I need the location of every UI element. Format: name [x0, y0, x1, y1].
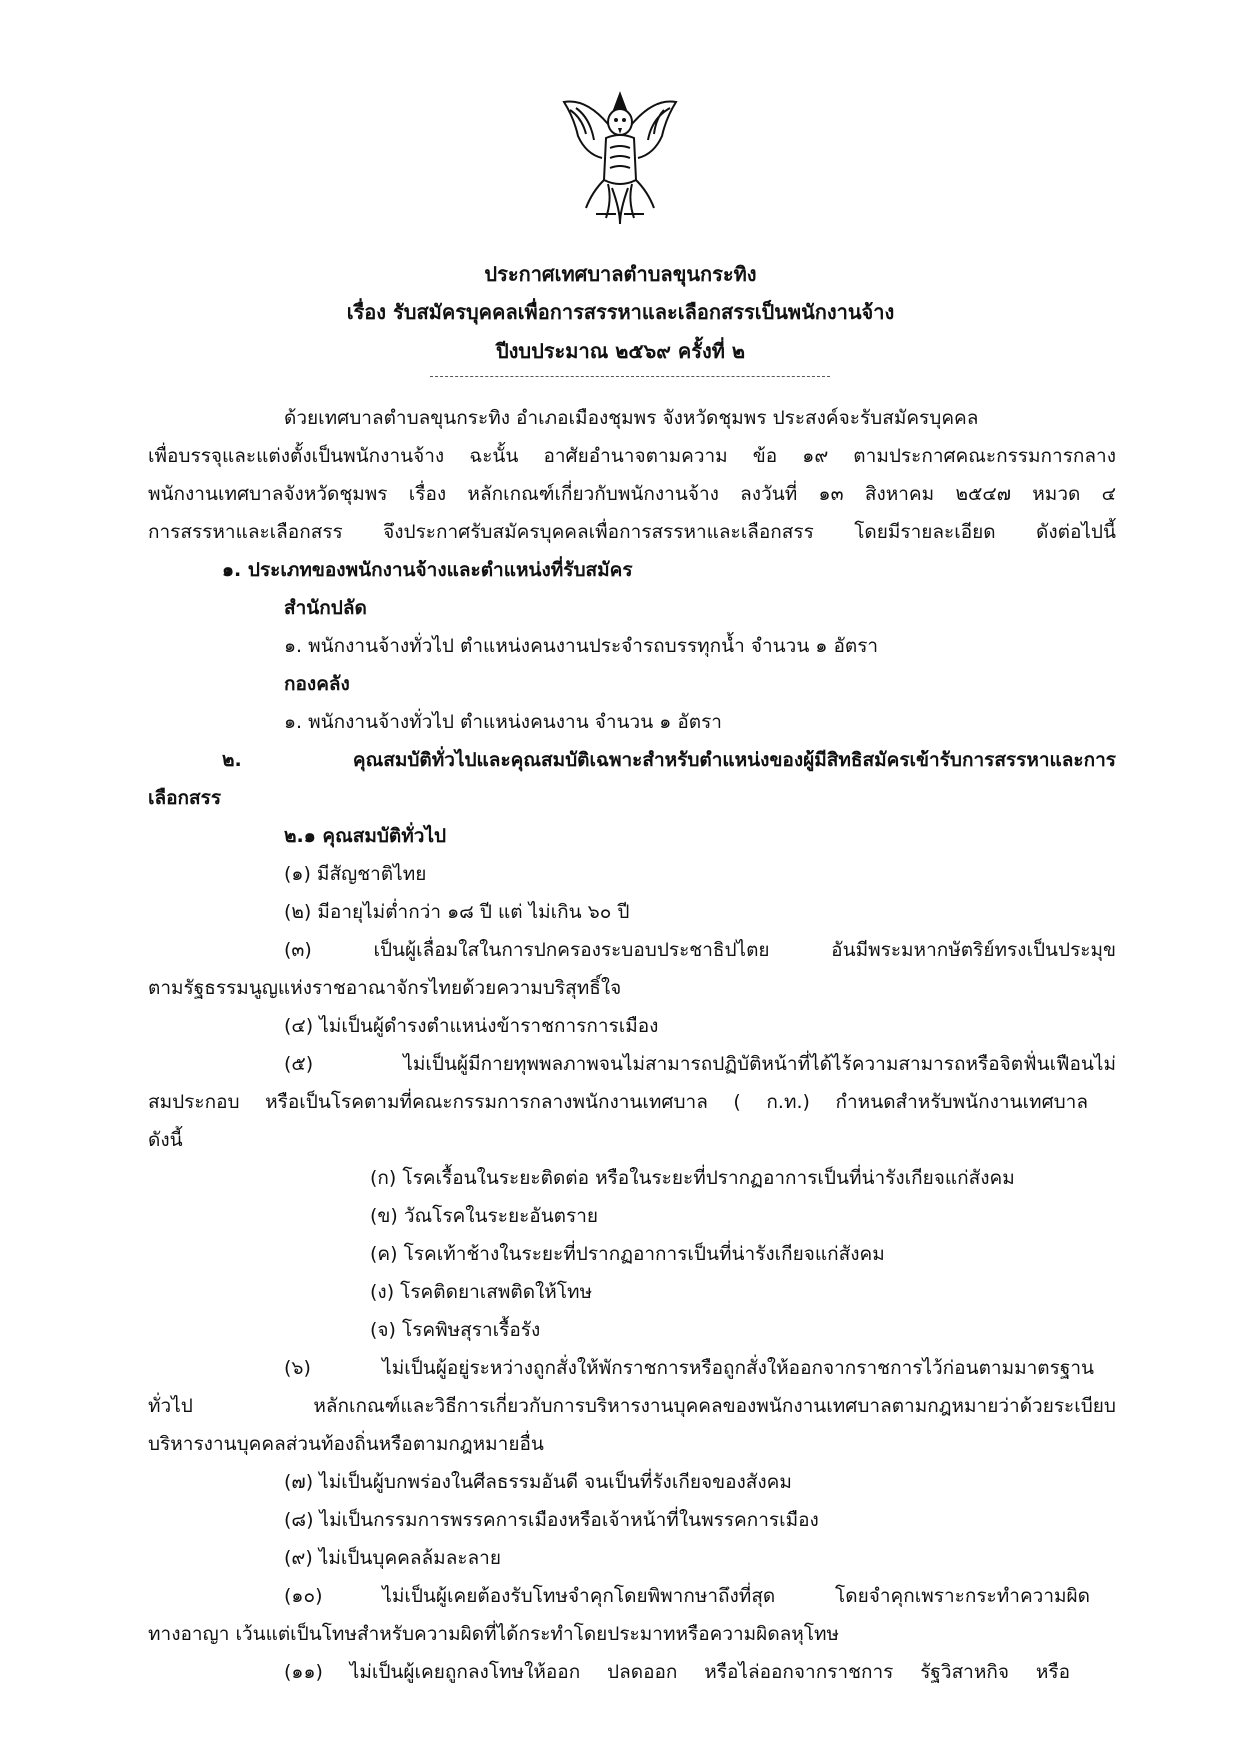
divider [430, 376, 830, 377]
qualification-10-line2: ทางอาญา เว้นแต่เป็นโทษสำหรับความผิดที่ได้กระทำโดยประมาทหรือความผิดลหุโทษ [148, 1623, 840, 1645]
qualification-6-line3: บริหารงานบุคคลส่วนท้องถิ่นหรือตามกฎหมายอื่น [148, 1433, 544, 1455]
disease-d: (ง) โรคติดยาเสพติดให้โทษ [370, 1281, 593, 1303]
garuda-emblem [556, 88, 684, 228]
announcement-title: ประกาศเทศบาลตำบลขุนกระทิง [484, 262, 757, 286]
disease-b: (ข) วัณโรคในระยะอันตราย [370, 1205, 599, 1227]
section2-heading-line1: ๒. คุณสมบัติทั่วไปและคุณสมบัติเฉพาะสำหรับตำแหน่งของผู้มีสิทธิสมัครเข้ารับการสรรหาและการ [222, 749, 1116, 771]
qualification-6-line2: ทั่วไป หลักเกณฑ์และวิธีการเกี่ยวกับการบริหารงานบุคคลของพนักงานเทศบาลตามกฎหมายว่าด้วยระเบียบ [148, 1395, 1116, 1417]
dept1-item: ๑. พนักงานจ้างทั่วไป ตำแหน่งคนงานประจำรถบรรทุกน้ำ จำนวน ๑ อัตรา [284, 635, 879, 657]
dept2-heading: กองคลัง [284, 673, 350, 695]
dept2-item: ๑. พนักงานจ้างทั่วไป ตำแหน่งคนงาน จำนวน ๑ อัตรา [284, 711, 722, 733]
intro-line-4: การสรรหาและเลือกสรร จึงประกาศรับสมัครบุคคลเพื่อการสรรหาและเลือกสรร โดยมีรายละเอียด ดังต่อไปนี้ [148, 521, 1116, 543]
intro-line-3: พนักงานเทศบาลจังหวัดชุมพร เรื่อง หลักเกณฑ์เกี่ยวกับพนักงานจ้าง ลงวันที่ ๑๓ สิงหาคม ๒๕๔๗ หมวด ๔ [148, 483, 1116, 505]
qualification-6-line1: (๖) ไม่เป็นผู้อยู่ระหว่างถูกสั่งให้พักราชการหรือถูกสั่งให้ออกจากราชการไว้ก่อนตามมาตรฐาน [284, 1357, 1094, 1379]
qualification-3-line1: (๓) เป็นผู้เลื่อมใสในการปกครองระบอบประชาธิปไตย อันมีพระมหากษัตริย์ทรงเป็นประมุข [284, 939, 1116, 961]
qualification-5-line2: สมประกอบ หรือเป็นโรคตามที่คณะกรรมการกลางพนักงานเทศบาล ( ก.ท.) กำหนดสำหรับพนักงานเทศบาล [148, 1091, 1088, 1113]
section1-heading: ๑. ประเภทของพนักงานจ้างและตำแหน่งที่รับสมัคร [222, 559, 633, 581]
section2-1-heading: ๒.๑ คุณสมบัติทั่วไป [284, 825, 447, 847]
qualification-2: (๒) มีอายุไม่ต่ำกว่า ๑๘ ปี แต่ ไม่เกิน ๖๐ ปี [284, 901, 630, 923]
qualification-5-line1: (๕) ไม่เป็นผู้มีกายทุพพลภาพจนไม่สามารถปฏิบัติหน้าที่ได้ไร้ความสามารถหรือจิตฟั่นเฟือนไม่ [284, 1053, 1116, 1075]
dept1-heading: สำนักปลัด [284, 597, 367, 619]
qualification-5-line3: ดังนี้ [148, 1129, 183, 1151]
qualification-1: (๑) มีสัญชาติไทย [284, 863, 427, 885]
qualification-4: (๔) ไม่เป็นผู้ดำรงตำแหน่งข้าราชการการเมือง [284, 1015, 659, 1037]
qualification-3-line2: ตามรัฐธรรมนูญแห่งราชอาณาจักรไทยด้วยความบริสุทธิ์ใจ [148, 977, 622, 999]
disease-e: (จ) โรคพิษสุราเรื้อรัง [370, 1319, 541, 1341]
disease-c: (ค) โรคเท้าช้างในระยะที่ปรากฏอาการเป็นที่น่ารังเกียจแก่สังคม [370, 1243, 885, 1265]
announcement-subject: เรื่อง รับสมัครบุคคลเพื่อการสรรหาและเลือกสรรเป็นพนักงานจ้าง [346, 300, 895, 324]
intro-line-2: เพื่อบรรจุและแต่งตั้งเป็นพนักงานจ้าง ฉะนั้น อาศัยอำนาจตามความ ข้อ ๑๙ ตามประกาศคณะกรรมการกลาง [148, 445, 1116, 467]
intro-line-1: ด้วยเทศบาลตำบลขุนกระทิง อำเภอเมืองชุมพร จังหวัดชุมพร ประสงค์จะรับสมัครบุคคล [284, 407, 979, 429]
qualification-8: (๘) ไม่เป็นกรรมการพรรคการเมืองหรือเจ้าหน้าที่ในพรรคการเมือง [284, 1509, 819, 1531]
announcement-year: ปีงบประมาณ ๒๕๖๙ ครั้งที่ ๒ [495, 339, 746, 363]
qualification-11-line1: (๑๑) ไม่เป็นผู้เคยถูกลงโทษให้ออก ปลดออก หรือไล่ออกจากราชการ รัฐวิสาหกิจ หรือ [284, 1661, 1070, 1683]
qualification-7: (๗) ไม่เป็นผู้บกพร่องในศีลธรรมอันดี จนเป็นที่รังเกียจของสังคม [284, 1471, 792, 1493]
qualification-10-line1: (๑๐) ไม่เป็นผู้เคยต้องรับโทษจำคุกโดยพิพากษาถึงที่สุด โดยจำคุกเพราะกระทำความผิด [284, 1585, 1090, 1607]
section2-heading-line2: เลือกสรร [148, 787, 222, 809]
qualification-9: (๙) ไม่เป็นบุคคลล้มละลาย [284, 1547, 501, 1569]
disease-a: (ก) โรคเรื้อนในระยะติดต่อ หรือในระยะที่ปรากฏอาการเป็นที่น่ารังเกียจแก่สังคม [370, 1167, 1015, 1189]
